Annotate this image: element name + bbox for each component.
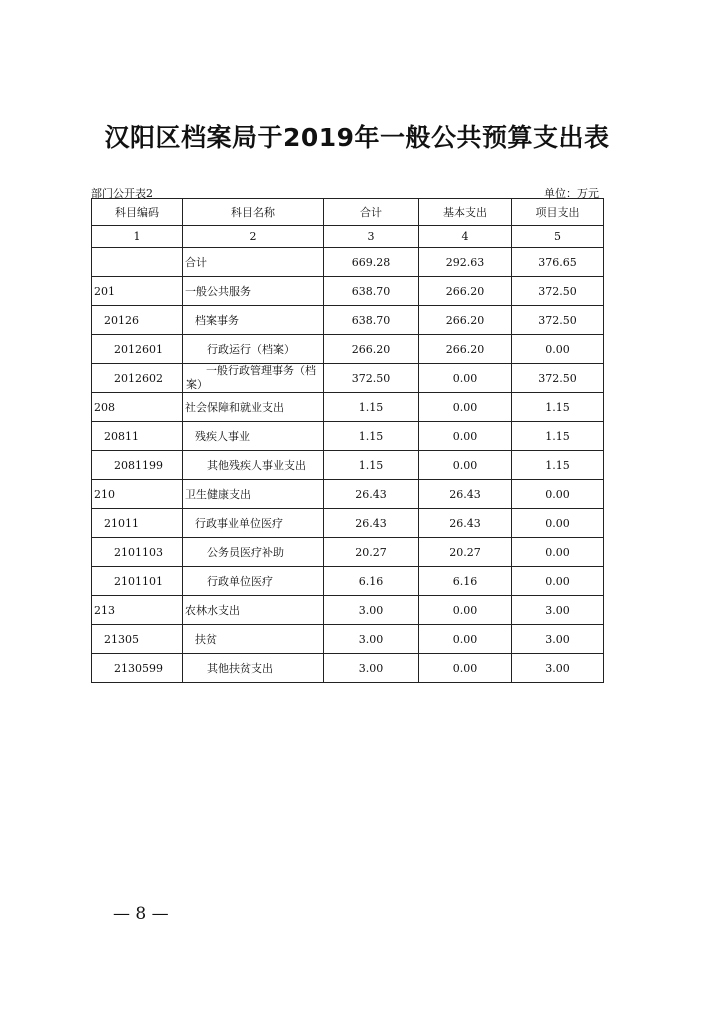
- row-total: 266.20: [324, 335, 419, 364]
- row-code: 20811: [92, 422, 183, 451]
- table-code-label: 部门公开表2: [91, 187, 153, 200]
- row-total: 638.70: [324, 277, 419, 306]
- unit-label: 单位：万元: [544, 187, 599, 200]
- row-project: 0.00: [512, 480, 604, 509]
- row-project: 1.15: [512, 451, 604, 480]
- column-number-row: [92, 226, 604, 248]
- row-code: 2012602: [92, 364, 183, 393]
- row-basic: 0.00: [419, 451, 512, 480]
- row-name: 农林水支出: [183, 596, 324, 625]
- row-total: 3.00: [324, 625, 419, 654]
- row-name: 残疾人事业: [183, 422, 324, 451]
- row-code: 213: [92, 596, 183, 625]
- row-project: 0.00: [512, 509, 604, 538]
- row-total: 1.15: [324, 422, 419, 451]
- row-total: 20.27: [324, 538, 419, 567]
- column-number: 2: [183, 226, 324, 248]
- row-total: 372.50: [324, 364, 419, 393]
- row-total: 26.43: [324, 509, 419, 538]
- row-basic: 266.20: [419, 306, 512, 335]
- row-name: 行政事业单位医疗: [183, 509, 324, 538]
- row-project: 376.65: [512, 248, 604, 277]
- row-code: 2101101: [92, 567, 183, 596]
- row-project: 372.50: [512, 277, 604, 306]
- table-row: [92, 480, 604, 509]
- table-row: [92, 364, 604, 393]
- budget-table: [91, 198, 604, 683]
- row-name: 行政运行（档案）: [183, 335, 324, 364]
- row-basic: 0.00: [419, 364, 512, 393]
- row-basic: 26.43: [419, 480, 512, 509]
- table-row: [92, 248, 604, 277]
- row-total: 669.28: [324, 248, 419, 277]
- row-code: 2012601: [92, 335, 183, 364]
- row-name: 档案事务: [183, 306, 324, 335]
- table-row: [92, 567, 604, 596]
- row-project: 0.00: [512, 538, 604, 567]
- row-basic: 0.00: [419, 596, 512, 625]
- table-row: [92, 625, 604, 654]
- row-basic: 26.43: [419, 509, 512, 538]
- row-basic: 266.20: [419, 277, 512, 306]
- row-name: 一般行政管理事务（档案）: [186, 364, 316, 391]
- row-project: 1.15: [512, 422, 604, 451]
- row-name: 一般公共服务: [183, 277, 324, 306]
- row-basic: 0.00: [419, 393, 512, 422]
- page-number: — 8 —: [113, 904, 169, 924]
- row-project: 0.00: [512, 567, 604, 596]
- row-total: 6.16: [324, 567, 419, 596]
- row-total: 3.00: [324, 654, 419, 683]
- row-name: 公务员医疗补助: [183, 538, 324, 567]
- row-code: 210: [92, 480, 183, 509]
- row-code: 201: [92, 277, 183, 306]
- row-basic: 266.20: [419, 335, 512, 364]
- row-code: 2101103: [92, 538, 183, 567]
- row-name: 扶贫: [183, 625, 324, 654]
- header-project: 项目支出: [512, 199, 604, 226]
- table-row: [92, 509, 604, 538]
- row-code: 2130599: [92, 654, 183, 683]
- row-project: 1.15: [512, 393, 604, 422]
- row-project: 3.00: [512, 654, 604, 683]
- row-code: 2081199: [92, 451, 183, 480]
- table-row: [92, 451, 604, 480]
- row-code: 21011: [92, 509, 183, 538]
- table-row: [92, 538, 604, 567]
- table-row: [92, 596, 604, 625]
- column-number: 1: [92, 226, 183, 248]
- row-basic: 6.16: [419, 567, 512, 596]
- header-basic: 基本支出: [419, 199, 512, 226]
- row-basic: 292.63: [419, 248, 512, 277]
- row-basic: 20.27: [419, 538, 512, 567]
- row-name: 其他扶贫支出: [183, 654, 324, 683]
- row-project: 372.50: [512, 306, 604, 335]
- row-total: 1.15: [324, 451, 419, 480]
- header-name: 科目名称: [183, 199, 324, 226]
- header-row: [92, 199, 604, 226]
- row-total: 1.15: [324, 393, 419, 422]
- table-row: [92, 422, 604, 451]
- header-code: 科目编码: [92, 199, 183, 226]
- row-total: 638.70: [324, 306, 419, 335]
- table-row: [92, 306, 604, 335]
- table-row: [92, 277, 604, 306]
- row-name: 其他残疾人事业支出: [183, 451, 324, 480]
- row-name: 合计: [183, 248, 324, 277]
- table-row: [92, 654, 604, 683]
- row-project: 3.00: [512, 596, 604, 625]
- page-title: 汉阳区档案局于2019年一般公共预算支出表: [104, 123, 610, 152]
- table-row: [92, 393, 604, 422]
- table-row: [92, 335, 604, 364]
- row-code: 21305: [92, 625, 183, 654]
- row-name: 社会保障和就业支出: [183, 393, 324, 422]
- row-name-cell: [183, 364, 324, 393]
- row-code: 208: [92, 393, 183, 422]
- row-total: 26.43: [324, 480, 419, 509]
- row-project: 3.00: [512, 625, 604, 654]
- row-project: 372.50: [512, 364, 604, 393]
- row-project: 0.00: [512, 335, 604, 364]
- row-name: 卫生健康支出: [183, 480, 324, 509]
- row-basic: 0.00: [419, 422, 512, 451]
- column-number: 3: [324, 226, 419, 248]
- row-basic: 0.00: [419, 625, 512, 654]
- column-number: 4: [419, 226, 512, 248]
- row-basic: 0.00: [419, 654, 512, 683]
- header-total: 合计: [324, 199, 419, 226]
- row-code: 20126: [92, 306, 183, 335]
- row-name: 行政单位医疗: [183, 567, 324, 596]
- row-total: 3.00: [324, 596, 419, 625]
- row-code: [92, 248, 183, 277]
- column-number: 5: [512, 226, 604, 248]
